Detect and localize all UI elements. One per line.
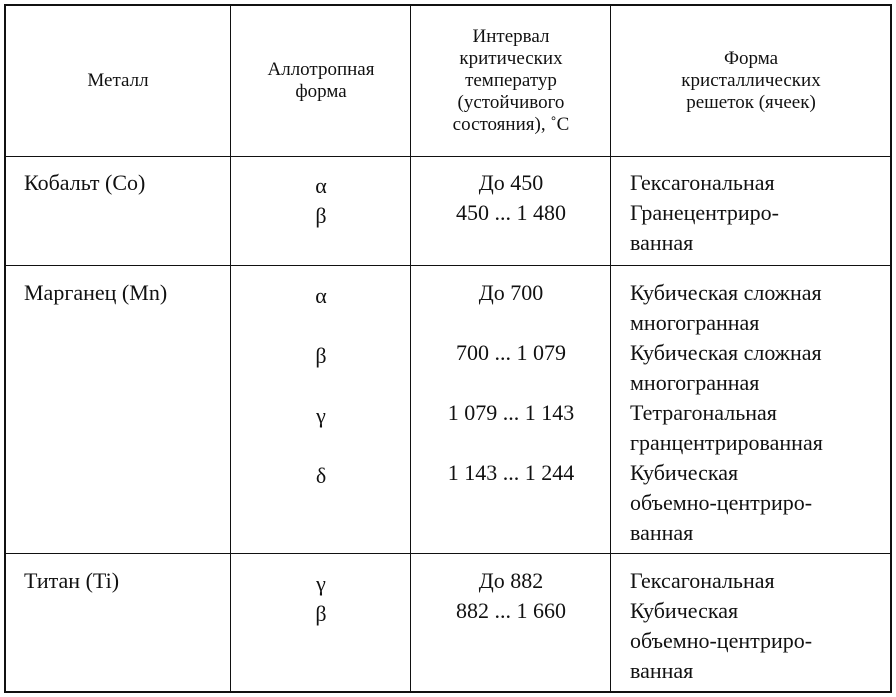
table-row-forms: α β γ δ: [315, 283, 327, 488]
column-divider: [410, 6, 411, 691]
table-row-intervals: До 882 882 ... 1 660: [456, 568, 566, 623]
table-row-metal: Кобальт (Co): [24, 170, 146, 195]
header-metal: Металл: [87, 70, 149, 91]
table-row-forms: γ β: [315, 571, 327, 626]
header-temperature-interval: Интервал критических температур (устойчивого состояния), ˚С: [452, 26, 570, 135]
column-divider: [230, 6, 231, 691]
table-row-forms: α β: [315, 173, 327, 228]
table-row-lattices: Гексагональная Гранецентриро- ванная: [630, 170, 779, 255]
column-divider: [610, 6, 611, 691]
row-divider: [6, 553, 890, 554]
table-row-lattices: Кубическая сложная многогранная Кубическая сложная многогранная Тетрагональная гранцентрированная Кубическая объемно-центриро- ванная: [630, 280, 823, 545]
metals-allotropy-table: [4, 4, 892, 693]
header-divider: [6, 156, 890, 157]
table-row-intervals: До 700 700 ... 1 079 1 079 ... 1 143 1 143 ... 1 244: [447, 280, 575, 485]
header-allotropic-form: Аллотропная форма: [267, 59, 375, 102]
row-divider: [6, 265, 890, 266]
table-row-lattices: Гексагональная Кубическая объемно-центриро- ванная: [630, 568, 813, 683]
table-row-metal: Марганец (Mn): [24, 280, 168, 305]
table-row-metal: Титан (Ti): [24, 568, 120, 593]
table-row-intervals: До 450 450 ... 1 480: [456, 170, 566, 225]
header-lattice-form: Форма кристаллических решеток (ячеек): [681, 48, 821, 113]
